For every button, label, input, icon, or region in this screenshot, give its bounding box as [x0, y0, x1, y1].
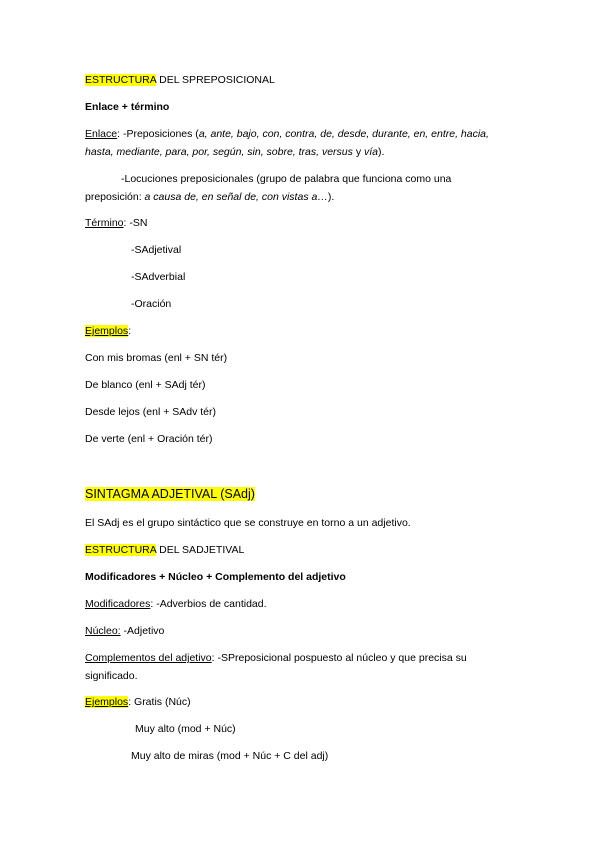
locuciones-2c: ). [327, 191, 335, 203]
sadj-formula: Modificadores + Núcleo + Complemento del adjetivo [85, 571, 346, 583]
sprep-enlace-line2 [85, 145, 384, 159]
enlace-preps-2: hasta, mediante, para, por, según, sin, sobre, tras, versus [85, 146, 353, 158]
complementos-line2: significado. [85, 670, 138, 682]
sprep-structure-heading [85, 73, 275, 87]
locuciones-line2 [85, 190, 334, 204]
sadj-example: Muy alto (mod + Núc) [135, 723, 236, 735]
sprep-structure-rest: DEL SPREPOSICIONAL [156, 74, 275, 86]
sprep-example: Con mis bromas (enl + SN tér) [85, 352, 228, 364]
termino-item: -SAdjetival [131, 244, 182, 256]
enlace-y: y [352, 146, 364, 158]
locuciones-2b: a causa de, en señal de, con vistas a… [144, 191, 328, 203]
enlace-end: ). [378, 146, 385, 158]
sprep-formula: Enlace + término [85, 101, 170, 113]
termino-label: Término [85, 217, 124, 229]
termino-item: -SAdverbial [131, 271, 186, 283]
modificadores-line [85, 597, 267, 611]
sprep-ejemplos-colon: : [128, 325, 132, 337]
complementos-label: Complementos del adjetivo [85, 652, 212, 664]
sadj-definition: El SAdj es el grupo sintáctico que se construye en torno a un adjetivo. [85, 517, 411, 529]
sprep-example: De blanco (enl + SAdj tér) [85, 379, 206, 391]
enlace-intro: : -Preposiciones ( [117, 128, 199, 140]
sadj-structure-heading [85, 543, 244, 557]
termino-line [85, 216, 147, 230]
nucleo-label: Núcleo: [85, 625, 121, 637]
enlace-preps-1: a, ante, bajo, con, contra, de, desde, durante, en, entre, hacia, [198, 128, 489, 140]
sprep-structure-highlight: ESTRUCTURA [85, 74, 157, 86]
sadj-example: Muy alto de miras (mod + Núc + C del adj) [131, 750, 329, 762]
complementos-text: : -SPreposicional pospuesto al núcleo y que precisa su [211, 652, 467, 664]
sprep-ejemplos-label: Ejemplos [85, 325, 129, 337]
termino-item: -Oración [131, 298, 172, 310]
sadj-structure-highlight: ESTRUCTURA [85, 544, 157, 556]
sprep-example: Desde lejos (enl + SAdv tér) [85, 406, 217, 418]
sprep-enlace-line1 [85, 127, 489, 141]
modificadores-text: : -Adverbios de cantidad. [150, 598, 267, 610]
enlace-label: Enlace [85, 128, 118, 140]
locuciones-line1: -Locuciones preposicionales (grupo de palabra que funciona como una [121, 173, 452, 185]
locuciones-2a: preposición: [85, 191, 145, 203]
sadj-ejemplos-first: : Gratis (Núc) [128, 696, 191, 708]
sprep-example: De verte (enl + Oración tér) [85, 433, 213, 445]
sadj-ejemplos-label: Ejemplos [85, 696, 129, 708]
nucleo-text: -Adjetivo [120, 625, 165, 637]
complementos-line1 [85, 651, 467, 665]
sadj-heading-text: SINTAGMA ADJETIVAL (SAdj) [85, 487, 255, 501]
sprep-ejemplos-heading [85, 324, 131, 338]
sadj-ejemplos-line [85, 695, 191, 709]
termino-sn: : -SN [123, 217, 148, 229]
enlace-via: vía [364, 146, 379, 158]
sadj-heading [85, 487, 255, 501]
modificadores-label: Modificadores [85, 598, 151, 610]
sadj-structure-rest: DEL SADJETIVAL [156, 544, 245, 556]
nucleo-line [85, 624, 164, 638]
